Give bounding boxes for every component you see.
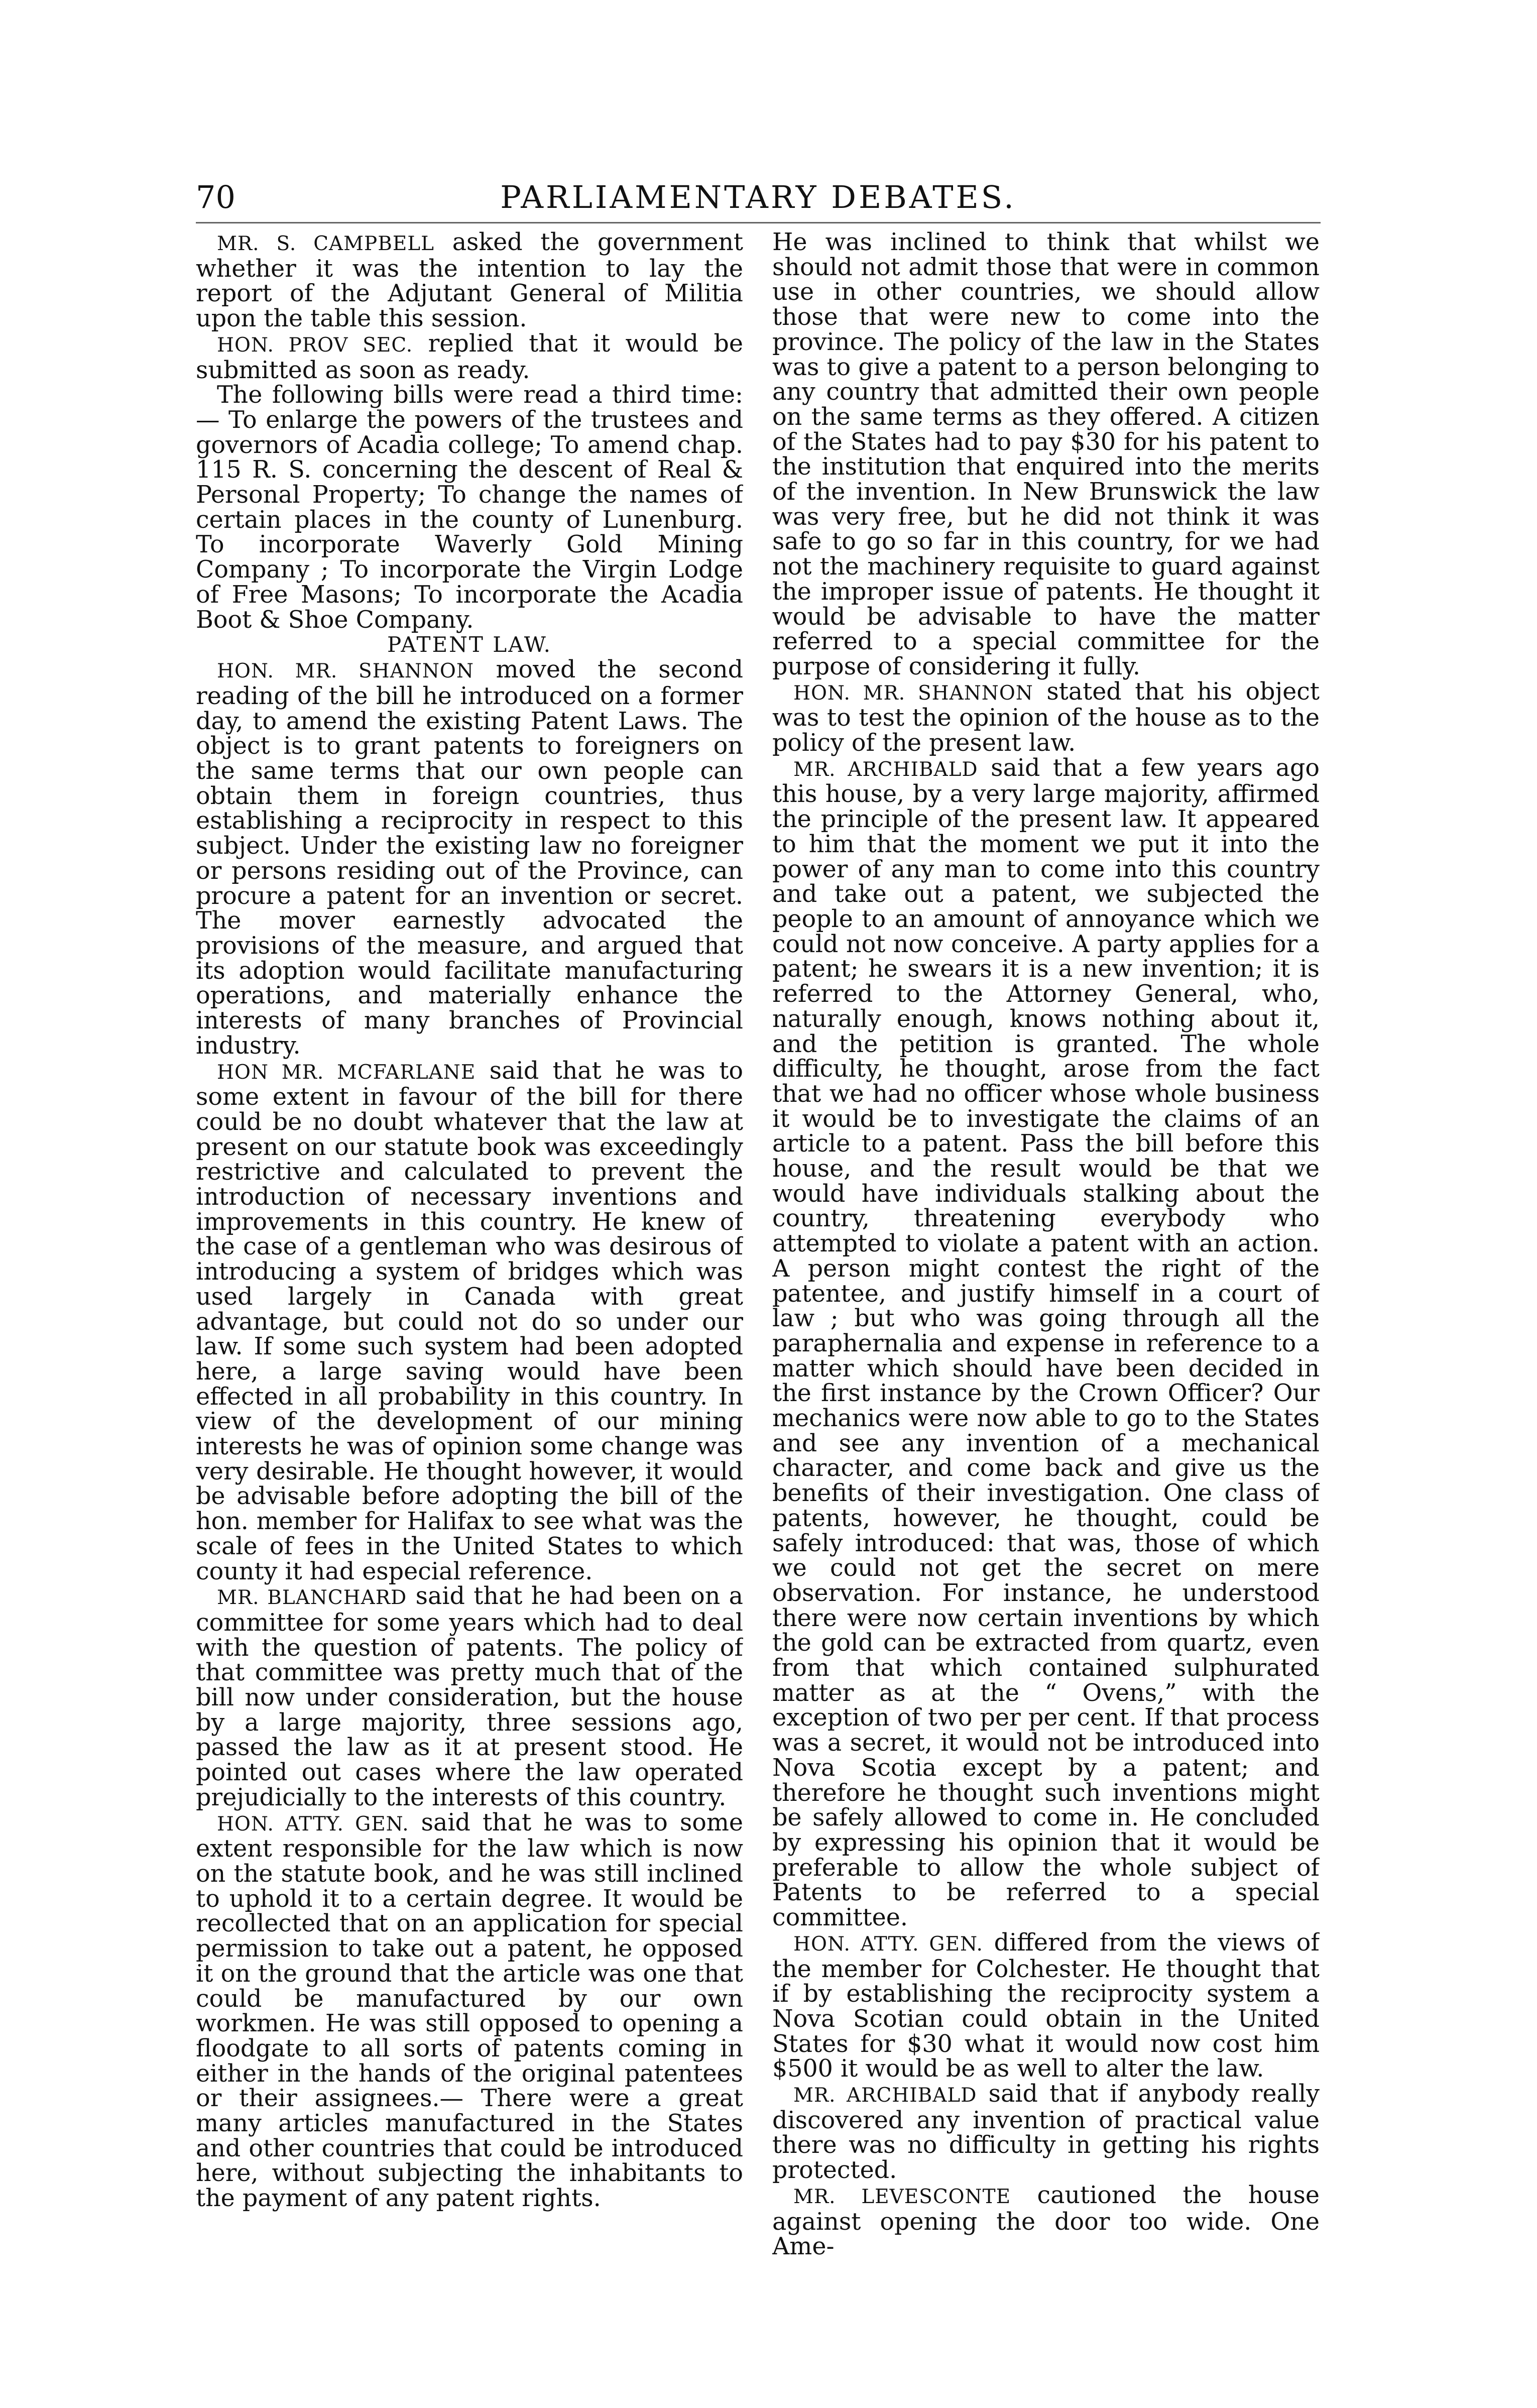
speaker-name: HON. ATTY. GEN. — [793, 1932, 983, 1956]
left-column — [196, 230, 743, 2309]
paragraph-text: cautioned the house against opening the door too wide. One Ame- — [772, 2181, 1320, 2261]
paragraph-text: replied that it would be submitted as soon as ready. — [196, 329, 743, 384]
header-rule — [196, 222, 1321, 223]
speaker-name: HON. PROV SEC. — [217, 333, 413, 357]
running-head: PARLIAMENTARY DEBATES. — [500, 179, 1016, 215]
paragraph-text: said that if anybody really discovered any invention of practical value there was no difficulty in getting his rights protected. — [772, 2080, 1320, 2185]
paragraph-atty-gen-speech — [196, 1810, 743, 2211]
paragraph-text: asked the government whether it was the intention to lay the report of the Adjutant General of Militia upon the table this session. — [196, 230, 743, 333]
paragraph-archibald-reply — [772, 2082, 1320, 2183]
right-column — [772, 230, 1320, 2309]
speaker-name: MR. S. CAMPBELL — [217, 233, 434, 255]
paragraph-text: stated that his object was to test the opinion of the house as to the policy of the present law. — [772, 677, 1320, 757]
speaker-name: MR. ARCHIBALD — [793, 758, 978, 781]
paragraph-text: said that a few years ago this house, by a very large majority, affirmed the principle of the present law. It appeared to him that the moment we put it into the power of any man to come into this country and take out a patent, we subjected the people to an amount of annoyance which we could not now conceive. A party applies for a patent; he swears it is a new invention; it is referred to the Attorney General, who, naturally enough, knows nothing about it, and the petition is granted. The whole difficulty, he thought, arose from the fact that we had no officer whose whole business it would be to investigate the claims of an article to a patent. Pass the bill before this house, and the result would be that we would have individuals stalking about the country, threatening everybody who attempted to violate a patent with an action. A person might contest the right of the patentee, and justify himself in a court of law ; but who was going through all the paraphernalia and expense in reference to a matter which should have been decided in the first instance by the Crown Officer? Our mechanics were now able to go to the States and see any invention of a mechanical character, and come back and give us the benefits of their investigation. One class of patents, however, he thought, could be safely introduced: that was, those of which we could not get the secret on mere observation. For instance, he understood there were now certain inventions by which the gold can be extracted from quartz, even from that which contained sulphurated matter as at the “ Ovens,” with the exception of two per per cent. If that process was a secret, it would not be introduced into Nova Scotia except by a patent; and therefore he thought such inventions might be safely allowed to come in. He concluded by expressing his opinion that it would be preferable to allow the whole subject of Patents to be referred to a special committee. — [772, 754, 1320, 1932]
speaker-name: HON MR. MCFARLANE — [217, 1061, 476, 1084]
paragraph-shannon-motion — [196, 657, 743, 1058]
paragraph-text: differed from the views of the member for Colchester. He thought that if by establishing the reciprocity system a Nova Scotian could obtain in the United States for $30 what it would now cost him $500 it would be as well to alter the law. — [772, 1928, 1320, 2083]
paragraph-blanchard-speech — [196, 1584, 743, 1810]
paragraph-bills-third-reading — [196, 383, 743, 632]
paragraph-archibald-speech — [772, 756, 1320, 1930]
paragraph-text: said that he was to some extent in favour of the bill for there could be no doubt whatever that the law at present on our statute book was exceedingly restrictive and calculated to prevent the introduction of necessary inventions and improvements in this country. He knew of the case of a gentleman who was desirous of introducing a system of bridges which was used largely in Canada with great advantage, but could not do so under our law. If some such system had been adopted here, a large saving would have been effected in all probability in this country. In view of the development of our mining interests he was of opinion some change was very desirable. He thought however, it would be advisable before adopting the bill of the hon. member for Halifax to see what was the scale of fees in the United States to which county it had especial reference. — [196, 1057, 743, 1585]
speaker-name: HON. ATTY. GEN. — [217, 1812, 409, 1836]
paragraph-text: The following bills were read a third time:— To enlarge the powers of the trustees and governors of Acadia college; To amend chap. 115 R. S. concerning the descent of Real & Personal Property; To change the names of certain places in the county of Lunenburg. To incorporate Waverly Gold Mining Company ; To incorporate the Virgin Lodge of Free Masons; To incorporate the Acadia Boot & Shoe Company. — [196, 381, 743, 634]
page-header — [196, 175, 1321, 220]
speaker-name: MR. ARCHIBALD — [793, 2084, 977, 2107]
speaker-name: MR. BLANCHARD — [217, 1586, 407, 1610]
speaker-name: MR. LEVESCONTE — [793, 2185, 1011, 2208]
speaker-name: HON. MR. SHANNON — [217, 660, 474, 683]
page-number: 70 — [196, 179, 235, 215]
paragraph-text: moved the second reading of the bill he introduced on a former day, to amend the existing Patent Laws. The object is to grant patents to foreigners on the same terms that our own people can obtain them in foreign countries, thus establishing a reciprocity in respect to this subject. Under the existing law no foreigner or persons residing out of the Province, can procure a patent for an invention or secret. The mover earnestly advocated the provisions of the measure, and argued that its adoption would facilitate manufacturing operations, and materially enhance the interests of many branches of Provincial industry. — [196, 656, 743, 1060]
paragraph-prov-sec-reply — [196, 331, 743, 383]
speaker-name: HON. MR. SHANNON — [793, 681, 1033, 705]
paragraph-mcfarlane-speech — [196, 1059, 743, 1584]
paragraph-levesconte-caution — [772, 2183, 1320, 2259]
paragraph-atty-gen-continued — [772, 230, 1320, 679]
paragraph-text: said that he had been on a committee for some years which had to deal with the question of patents. The policy of that committee was pretty much that of the bill now under consideration, but the house by a large majority, three sessions ago, passed the law as it at present stood. He pointed out cases where the law operated prejudicially to the interests of this country. — [196, 1582, 743, 1811]
paragraph-campbell-question — [196, 230, 743, 331]
section-heading-patent-law: PATENT LAW. — [387, 632, 552, 657]
paragraph-atty-gen-reply — [772, 1930, 1320, 2082]
paragraph-shannon-statement — [772, 679, 1320, 756]
paragraph-text: said that he was to some extent responsible for the law which is now on the statute book, and he was still inclined to uphold it to a certain degree. It would be recollected that on an application for special permission to take out a patent, he opposed it on the ground that the article was one that could be manufactured by our own workmen. He was still opposed to opening a floodgate to all sorts of patents coming in either in the hands of the original patentees or their assignees.— There were a great many articles manufactured in the States and other countries that could be introduced here, without subjecting the inhabitants to the payment of any patent rights. — [196, 1808, 743, 2213]
paragraph-text: He was inclined to think that whilst we should not admit those that were in common use in other countries, we should allow those that were new to come into the province. The policy of the law in the States was to give a patent to a person belonging to any country that admitted their own people on the same terms as they offered. A citizen of the States had to pay $30 for his patent to the institution that enquired into the merits of the invention. In New Brunswick the law was very free, but he did not think it was safe to go so far in this country, for we had not the machinery requisite to guard against the improper issue of patents. He thought it would be advisable to have the matter referred to a special committee for the purpose of considering it fully. — [772, 230, 1320, 680]
